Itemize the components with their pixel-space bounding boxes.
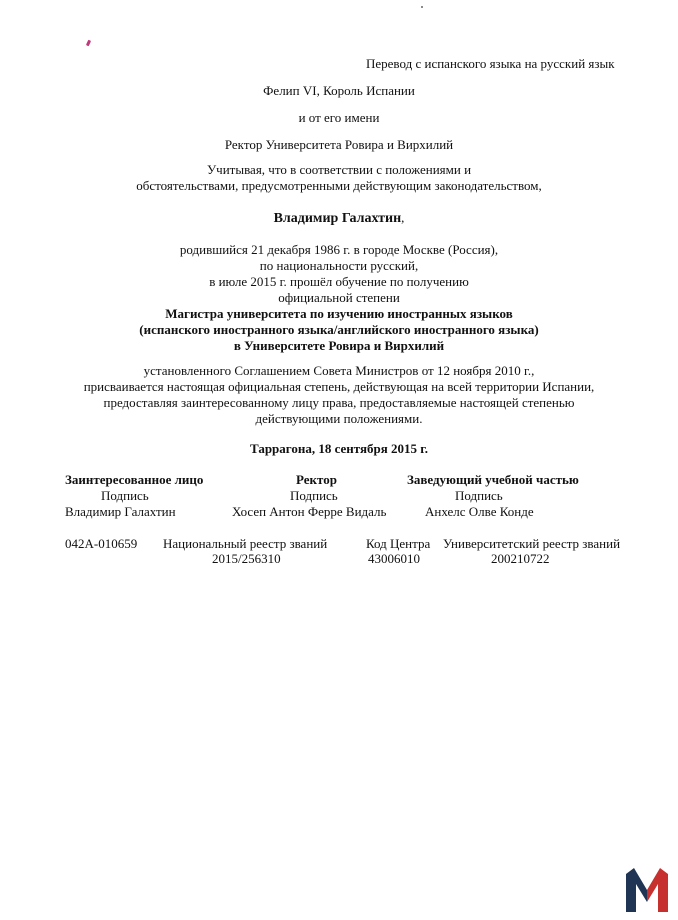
recipient-name: Владимир Галахтин [273,211,402,226]
signature-interested-role: Заинтересованное лицо [65,472,204,487]
official-degree-line: официальной степени [278,290,400,305]
scan-speck [421,6,423,8]
established-line-2: присваивается настоящая официальная степень, действующая на всей территории Испании, [83,379,595,394]
watermark-logo-icon [624,868,670,912]
rector-line: Ректор Университета Ровира и Вирхилий [224,137,454,152]
degree-line-1: Магистра университета по изучению иностранных языков [165,306,513,321]
translation-note: Перевод с испанского языка на русский язык [366,56,615,71]
signature-rector-sign: Подпись [290,488,338,503]
recipient-comma: , [401,210,405,225]
registry-center-label: Код Центра [366,536,431,551]
signature-head-role: Заведующий учебной частью [407,472,579,487]
on-behalf-line: и от его имени [298,110,380,125]
considering-line-2: обстоятельствами, предусмотренными действующим законодательством, [136,178,542,193]
signature-interested-name: Владимир Галахтин [65,504,176,519]
degree-line-2: (испанского иностранного языка/английского иностранного языка) [139,322,539,337]
degree-line-3: в Университете Ровира и Вирхилий [233,338,445,353]
signature-head-sign: Подпись [455,488,503,503]
nationality-line: по национальности русский, [259,258,419,273]
established-line-1: установленного Соглашением Совета Министров от 12 ноября 2010 г., [143,363,535,378]
ink-mark [86,40,91,47]
registry-code: 042A-010659 [65,536,138,551]
signature-rector-name: Хосеп Антон Ферре Видаль [232,504,387,519]
established-line-4: действующими положениями. [255,411,423,426]
established-line-3: предоставляя заинтересованному лицу права, предоставляемые настоящей степенью [103,395,575,410]
registry-university-value: 200210722 [491,551,550,566]
king-line: Фелип VI, Король Испании [263,83,415,98]
registry-university-label: Университетский реестр званий [443,536,621,551]
registry-center-value: 43006010 [368,551,420,566]
studied-line: в июле 2015 г. прошёл обучение по получению [209,274,469,289]
signature-head-name: Анхелс Олве Конде [425,504,534,519]
place-date: Таррагона, 18 сентября 2015 г. [249,441,428,456]
registry-national-label: Национальный реестр званий [163,536,328,551]
signature-rector-role: Ректор [296,472,337,487]
considering-line-1: Учитывая, что в соответствии с положениями и [206,162,472,177]
born-line: родившийся 21 декабря 1986 г. в городе Москве (Россия), [179,242,499,257]
registry-national-value: 2015/256310 [212,551,281,566]
recipient-name-line [0,210,678,228]
signature-interested-sign: Подпись [101,488,149,503]
